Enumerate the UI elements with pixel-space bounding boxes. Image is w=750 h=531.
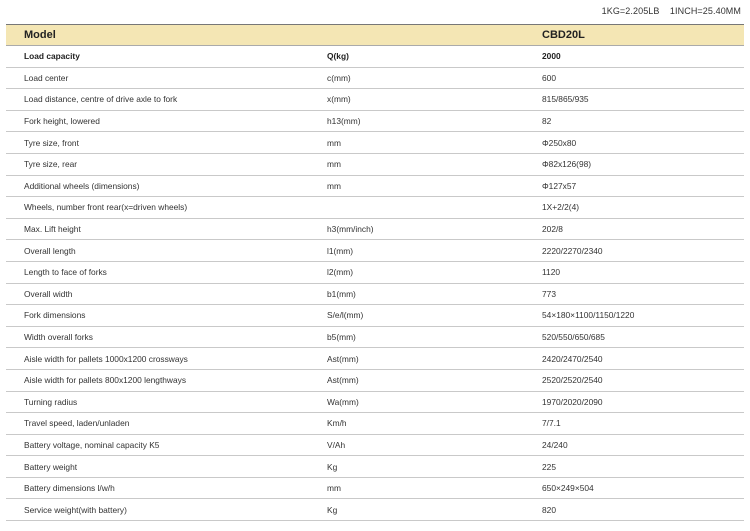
spec-label: Battery dimensions l/w/h — [24, 483, 115, 494]
spec-unit: Q(kg) — [327, 51, 349, 62]
table-row — [6, 456, 744, 478]
spec-value: 2520/2520/2540 — [542, 375, 603, 386]
table-row — [6, 89, 744, 111]
spec-unit: h13(mm) — [327, 116, 361, 127]
spec-unit: Kg — [327, 504, 338, 515]
table-row — [6, 435, 744, 457]
spec-value: 1970/2020/2090 — [542, 396, 603, 407]
spec-unit: mm — [327, 137, 341, 148]
spec-label: Travel speed, laden/unladen — [24, 418, 130, 429]
table-row — [6, 219, 744, 241]
spec-label: Additional wheels (dimensions) — [24, 180, 140, 191]
spec-value: 1X+2/2(4) — [542, 202, 580, 213]
spec-unit: mm — [327, 159, 341, 170]
spec-value: 1120 — [542, 267, 561, 278]
spec-label: Service weight(with battery) — [24, 504, 127, 515]
table-row — [6, 240, 744, 262]
spec-unit: Wa(mm) — [327, 396, 359, 407]
spec-unit: S/e/l(mm) — [327, 310, 364, 321]
header-model-label: Model — [24, 29, 56, 41]
spec-label: Load capacity — [24, 51, 80, 62]
spec-unit: x(mm) — [327, 94, 351, 105]
spec-value: 24/240 — [542, 439, 568, 450]
unit-conversion-note: 1KG=2.205LB 1INCH=25.40MM — [601, 6, 741, 16]
spec-unit: V/Ah — [327, 439, 346, 450]
spec-label: Width overall forks — [24, 332, 93, 343]
table-header — [6, 25, 744, 46]
spec-label: Load distance, centre of drive axle to fork — [24, 94, 178, 105]
table-row — [6, 111, 744, 133]
spec-unit: l2(mm) — [327, 267, 354, 278]
spec-value: 600 — [542, 72, 556, 83]
spec-label: Load center — [24, 72, 69, 83]
spec-unit: mm — [327, 483, 341, 494]
spec-label: Length to face of forks — [24, 267, 107, 278]
spec-table — [6, 24, 744, 521]
table-row — [6, 499, 744, 521]
spec-value: 7/7.1 — [542, 418, 561, 429]
table-row — [6, 176, 744, 198]
spec-label: Aisle width for pallets 1000x1200 crossways — [24, 353, 188, 364]
spec-label: Overall length — [24, 245, 76, 256]
table-row — [6, 68, 744, 90]
spec-label: Wheels, number front rear(x=driven wheels) — [24, 202, 188, 213]
spec-unit: b5(mm) — [327, 332, 356, 343]
table-row — [6, 197, 744, 219]
spec-unit: h3(mm/inch) — [327, 224, 374, 235]
table-row — [6, 370, 744, 392]
spec-label: Max. Lift height — [24, 224, 81, 235]
spec-label: Battery weight — [24, 461, 78, 472]
spec-value: 2220/2270/2340 — [542, 245, 603, 256]
spec-value: 650×249×504 — [542, 483, 594, 494]
table-row — [6, 305, 744, 327]
spec-label: Turning radius — [24, 396, 78, 407]
spec-label: Overall width — [24, 288, 73, 299]
table-row — [6, 262, 744, 284]
spec-unit: mm — [327, 180, 341, 191]
spec-label: Fork dimensions — [24, 310, 86, 321]
spec-value: 202/8 — [542, 224, 563, 235]
spec-value: 82 — [542, 116, 552, 127]
table-row — [6, 46, 744, 68]
table-body — [6, 46, 744, 521]
table-row — [6, 327, 744, 349]
spec-unit: Kg — [327, 461, 338, 472]
spec-value: 2420/2470/2540 — [542, 353, 603, 364]
spec-label: Aisle width for pallets 800x1200 lengthways — [24, 375, 187, 386]
spec-value: Φ82x126(98) — [542, 159, 592, 170]
spec-label: Fork height, lowered — [24, 116, 100, 127]
spec-value: Φ127x57 — [542, 180, 577, 191]
spec-unit: l1(mm) — [327, 245, 354, 256]
spec-value: 815/865/935 — [542, 94, 589, 105]
spec-value: 2000 — [542, 51, 561, 62]
table-row — [6, 132, 744, 154]
spec-value: 520/550/650/685 — [542, 332, 605, 343]
spec-value: 54×180×1100/1150/1220 — [542, 310, 635, 321]
spec-label: Tyre size, front — [24, 137, 79, 148]
table-row — [6, 478, 744, 500]
table-row — [6, 284, 744, 306]
spec-label: Battery voltage, nominal capacity K5 — [24, 439, 160, 450]
spec-value: 820 — [542, 504, 556, 515]
spec-value: 773 — [542, 288, 556, 299]
table-row — [6, 348, 744, 370]
spec-unit: c(mm) — [327, 72, 351, 83]
spec-unit: Km/h — [327, 418, 347, 429]
header-model-name: CBD20L — [542, 29, 585, 41]
table-row — [6, 154, 744, 176]
table-row — [6, 392, 744, 414]
spec-label: Tyre size, rear — [24, 159, 78, 170]
spec-unit: b1(mm) — [327, 288, 356, 299]
spec-value: Φ250x80 — [542, 137, 577, 148]
table-row — [6, 413, 744, 435]
spec-value: 225 — [542, 461, 556, 472]
spec-unit: Ast(mm) — [327, 353, 359, 364]
spec-unit: Ast(mm) — [327, 375, 359, 386]
